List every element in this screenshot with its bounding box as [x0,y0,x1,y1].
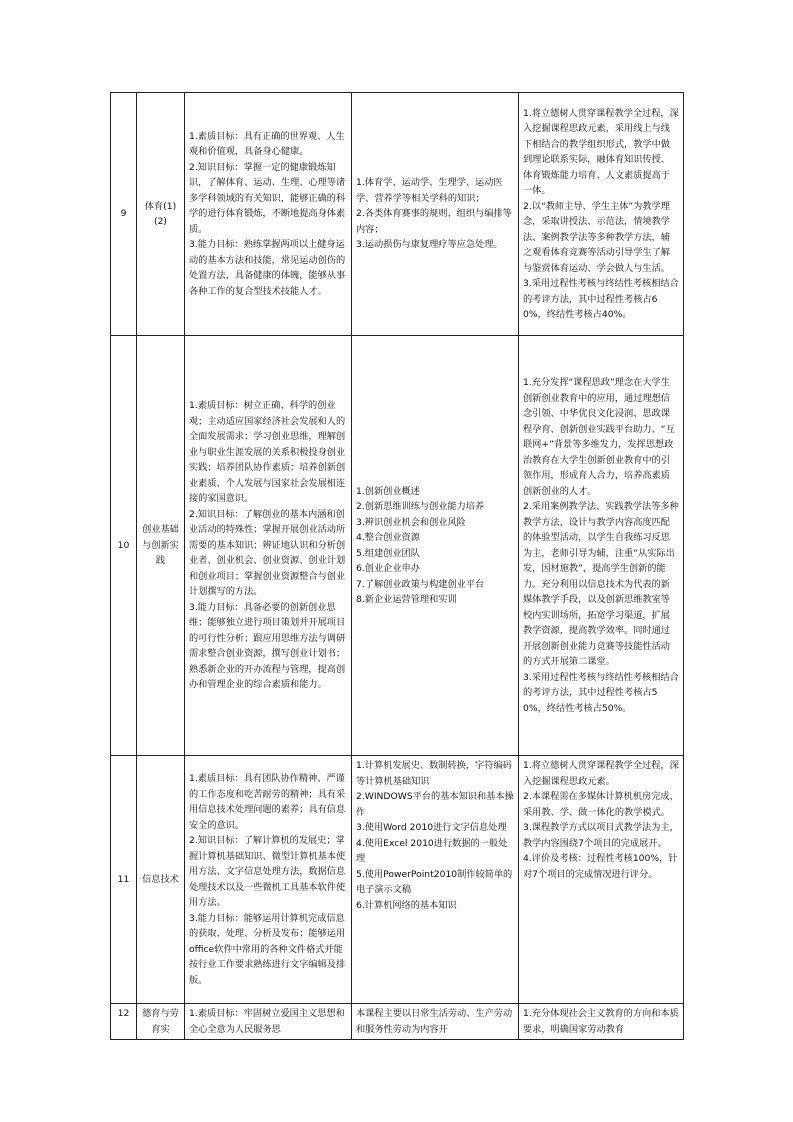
teaching-item: 2.采用案例教学法、实践教学法等多种教学方法，设计与教学内容高度匹配的体验型活动，以学生自我练习反思为主，老师引导为辅，注重“从实际出发，因材施教”，提高学生创新的能力。充分利用以信息技术为代表的新媒体教学手段，以及创新思维教室等校内实训场所，拓宽学习渠道，扩展教学资源，提高教学效率。同时通过开展创新创业能力竞赛等技能性活动的方式开展第二课堂。 [523,501,679,667]
content-item: 3.运动损伤与康复理疗等应急处理。 [356,239,503,251]
course-name: 体育(1)(2) [137,93,185,336]
row-number: 11 [111,756,137,1004]
teaching-item: 4.评价及考核：过程性考核100%，针对7个项目的完成情况进行评分。 [523,853,678,880]
row-number: 12 [111,1004,137,1040]
teaching-item: 1.充分体现社会主义教育的方向和本质要求，明确国家劳动教育 [523,1008,679,1035]
content-item: 2.WINDOWS平台的基本知识和基本操作 [356,791,514,818]
teaching-cell [519,756,684,1004]
table-row [111,93,684,336]
teaching-item: 2.本课程需在多媒体计算机机房完成，采用教、学、做一体化的教学模式。 [523,791,679,818]
objective-item: 2.知识目标：了解计算机的发展史；掌握计算机基础知识、微型计算机基本使用方法、文字信息处理方法，数据信息处理技术以及一些微机工具基本软件使用方法。 [189,835,346,908]
course-name: 创业基础与创新实践 [137,336,185,756]
row-number: 9 [111,93,137,336]
content-item: 3.辨识创业机会和创业风险 [356,516,466,528]
content-item: 6.计算机网络的基本知识 [356,899,457,911]
objectives-cell [185,756,352,1004]
content-item: 1.创新创业概述 [356,485,420,497]
objectives-cell [185,1004,352,1040]
content-item: 1.计算机发展史、数制转换，字符编码等计算机基础知识 [356,760,512,787]
teaching-cell [519,336,684,756]
content-item: 5.使用PowerPoint2010制作较简单的电子演示文稿 [356,868,513,895]
teaching-item: 3.课程教学方式以项目式教学法为主，教学内容围绕7个项目的完成展开。 [523,822,679,849]
content-item: 2.各类体育赛事的规则、组织与编排等内容； [356,208,512,235]
table-row [111,1004,684,1040]
content-item: 7.了解创业政策与构建创业平台 [356,578,485,590]
objective-item: 3.能力目标：熟练掌握两项以上健身运动的基本方法和技能，常见运动创伤的处置方法，具备健康的体魄，能够从事各种工作的复合型技术技能人才。 [189,239,346,297]
content-item: 本课程主要以日常生活劳动、生产劳动和服务性劳动为内容开 [356,1008,513,1035]
objective-item: 3.能力目标：能够运用计算机完成信息的获取、处理、分析及发布；能够运用office软件中常用的各种文件格式并能按行业工作要求熟练进行文字编辑及排版。 [189,912,346,986]
objectives-cell [185,93,352,336]
course-name: 德育与劳育实 [137,1004,185,1040]
objectives-cell [185,336,352,756]
objective-item: 1.素质目标：牢固树立爱国主义思想和全心全意为人民服务思 [189,1008,345,1035]
table-row [111,756,684,1004]
teaching-item: 3.采用过程性考核与终结性考核相结合的考评方法，其中过程性考核占60%，终结性考核占40%。 [523,278,679,320]
content-item: 3.使用Word 2010进行文字信息处理 [356,822,507,833]
content-cell [352,93,519,336]
content-item: 8.新企业运营管理和实训 [356,594,457,605]
table-row [111,336,684,756]
objective-item: 1.素质目标：具有团队协作精神、严谨的工作态度和吃苦耐劳的精神；具有采用信息技术处理问题的素养；具有信息安全的意识。 [189,773,346,831]
teaching-item: 1.将立德树人贯穿课程教学全过程，深入挖掘课程思政元素。 [523,760,679,787]
objective-item: 3.能力目标：具备必要的创新创业思维；能够独立进行项目策划并开展项目的可行性分析；跟应用思维方法与调研需求整合创业资源，撰写创业计划书；熟悉新企业的开办流程与管理，提高创办和管理企业的综合素质和能力。 [189,601,346,691]
curriculum-table [110,92,684,1040]
teaching-cell [519,1004,684,1040]
content-item: 4.整合创业资源 [356,532,420,543]
teaching-item: 1.充分发挥“课程思政”理念在大学生创新创业教育中的应用，通过理想信念引领、中华优良文化浸润、思政课程孕育、创新创业实践平台助力、“互联网+”背景等多维发力，发挥思想政治教育在大学生创新创业教育中的引领作用，形成育人合力，培养高素质创新创业的人才。 [523,377,675,497]
course-name: 信息技术 [137,756,185,1004]
content-cell [352,336,519,756]
objective-item: 1.素质目标：树立正确、科学的创业观；主动适应国家经济社会发展和人的全面发展需求；学习创业思维，理解创业与职业生涯发展的关系积极投身创业实践；培养团队协作素质；培养创新创业素质、个人发展与国家社会发展相连接的家国意识。 [189,400,346,505]
content-item: 2.创新思维训练与创业能力培养 [356,501,485,512]
content-cell [352,1004,519,1040]
content-item: 1.体育学、运动学、生理学、运动医学、营养学等相关学科的知识； [356,177,503,204]
objective-item: 1.素质目标：具有正确的世界观、人生观和价值观，具备身心健康。 [189,130,345,158]
teaching-item: 1.将立德树人贯穿课程教学全过程，深入挖掘课程思政元素，采用线上与线下相结合的教学组织形式，教学中做到理论联系实际，融体育知识传授、体育锻炼能力培育、人文素质提高于一体。 [523,107,679,196]
teaching-cell [519,93,684,336]
content-item: 4.使用Excel 2010进行数据的一般处理 [356,837,508,864]
objective-item: 2.知识目标：了解创业的基本内涵和创业活动的特殊性；掌握开展创业活动所需要的基本知识；辨证地认识和分析创业者、创业机会、创业资源、创业计划和创业项目；掌握创业资源整合与创业计划撰写的方法。 [189,508,346,598]
content-cell [352,756,519,1004]
content-item: 6.创业企业申办 [356,563,420,574]
teaching-item: 2.以“教师主导、学生主体”为教学理念，采取讲授法、示范法，情境教学法、案例教学法等多种教学方法，辅之观看体育竞赛等活动引导学生了解与鉴赏体育运动、学会做人与生活。 [523,200,670,274]
content-item: 5.组建创业团队 [356,547,420,559]
row-number: 10 [111,336,137,756]
objective-item: 2.知识目标：掌握一定的健康锻炼知识，了解体育、运动、生理、心理等诸多学科领域的有关知识，能够正确的科学的进行体育锻炼，不断地提高身体素质。 [189,161,346,235]
teaching-item: 3.采用过程性考核与终结性考核相结合的考评方法，其中过程性考核占50%，终结性考核占50%。 [523,671,679,714]
